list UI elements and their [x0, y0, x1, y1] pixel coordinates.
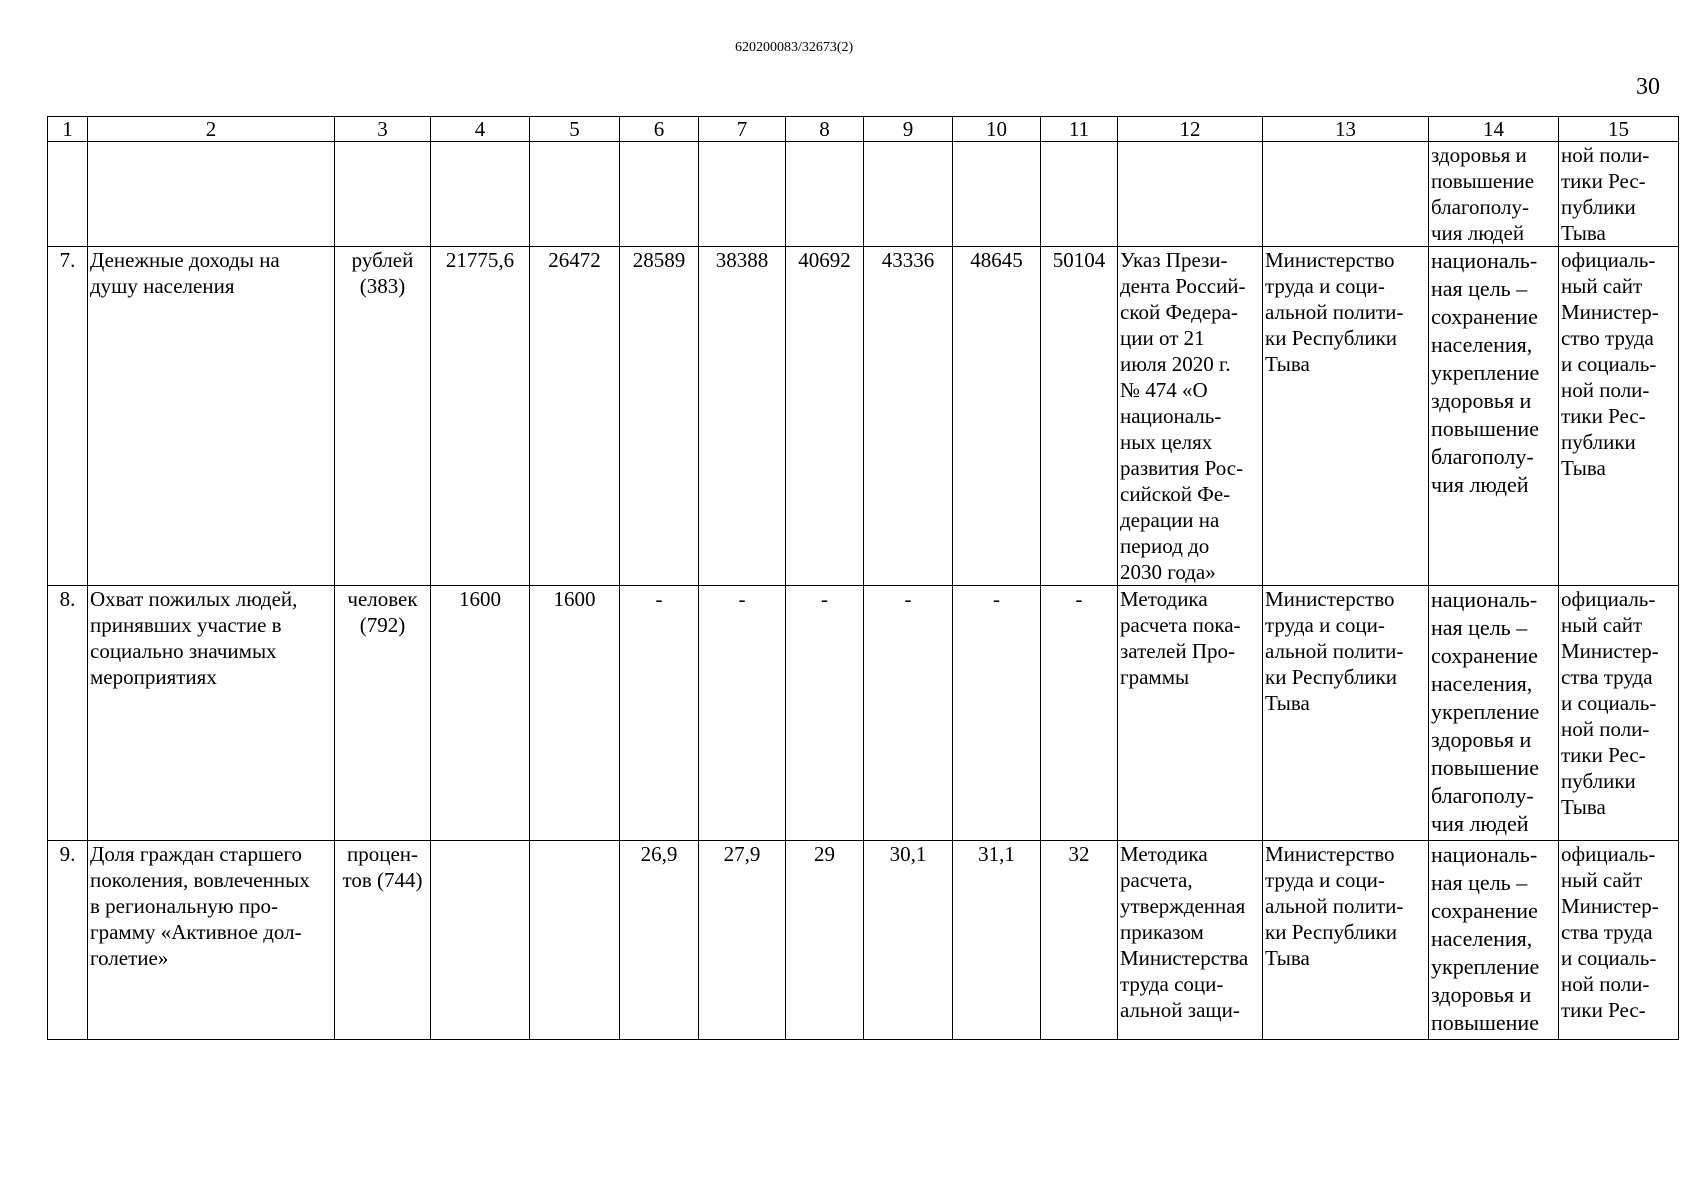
column-header: 10 [953, 117, 1041, 142]
row-number: 7. [48, 247, 88, 586]
value-cell: 32 [1041, 841, 1118, 1040]
document-id: 620200083/32673(2) [735, 40, 854, 55]
value-cell: 1600 [530, 586, 620, 841]
column-header: 7 [699, 117, 786, 142]
column-header: 12 [1118, 117, 1263, 142]
column-header: 13 [1263, 117, 1429, 142]
goal-cell: националь- ная цель – сохранение населения, укрепление здоровья и повышение благополу- чия людей [1429, 247, 1559, 586]
table-cell [620, 142, 699, 247]
value-cell: 27,9 [699, 841, 786, 1040]
source-cell: ной поли- тики Рес- публики Тыва [1559, 142, 1679, 247]
column-header: 15 [1559, 117, 1679, 142]
indicator-name: Охват пожилых людей, принявших участие в социально значимых мероприятиях [88, 586, 335, 841]
value-cell: - [953, 586, 1041, 841]
goal-cell: националь- ная цель – сохранение населения, укрепление здоровья и повышение благополу- чия людей [1429, 586, 1559, 841]
table-cell [699, 142, 786, 247]
goal-cell: националь- ная цель – сохранение населения, укрепление здоровья и повышение [1429, 841, 1559, 1040]
table-row [48, 247, 1679, 586]
column-header: 3 [335, 117, 431, 142]
value-cell: 48645 [953, 247, 1041, 586]
table-cell [88, 142, 335, 247]
column-header: 6 [620, 117, 699, 142]
value-cell: 26472 [530, 247, 620, 586]
value-cell [431, 841, 530, 1040]
table-cell [431, 142, 530, 247]
table-cell [786, 142, 864, 247]
value-cell: - [620, 586, 699, 841]
value-cell: 38388 [699, 247, 786, 586]
value-cell: - [699, 586, 786, 841]
source-cell: официаль- ный сайт Министер- ство труда и социаль- ной поли- тики Рес- публики Тыва [1559, 247, 1679, 586]
column-header: 5 [530, 117, 620, 142]
responsible-cell: Министерство труда и соци- альной полити- ки Республики Тыва [1263, 586, 1429, 841]
value-cell: 30,1 [864, 841, 953, 1040]
column-header: 4 [431, 117, 530, 142]
table-cell [953, 142, 1041, 247]
value-cell: 50104 [1041, 247, 1118, 586]
indicator-name: Денежные доходы на душу населения [88, 247, 335, 586]
value-cell: 1600 [431, 586, 530, 841]
table-cell [1263, 142, 1429, 247]
table-cell [1041, 142, 1118, 247]
value-cell: - [1041, 586, 1118, 841]
row-number: 8. [48, 586, 88, 841]
column-header: 11 [1041, 117, 1118, 142]
row-number: 9. [48, 841, 88, 1040]
indicator-name: Доля граждан старшего поколения, вовлеченных в региональную про- грамму «Активное дол- голетие» [88, 841, 335, 1040]
value-cell: 29 [786, 841, 864, 1040]
value-cell: 40692 [786, 247, 864, 586]
unit-cell: рублей (383) [335, 247, 431, 586]
column-header: 14 [1429, 117, 1559, 142]
table-cell [864, 142, 953, 247]
table-row [48, 841, 1679, 1040]
value-cell: 26,9 [620, 841, 699, 1040]
value-cell: 43336 [864, 247, 953, 586]
column-header: 8 [786, 117, 864, 142]
page-number: 30 [1636, 74, 1660, 100]
value-cell: 31,1 [953, 841, 1041, 1040]
column-number-row [48, 117, 1679, 142]
column-header: 2 [88, 117, 335, 142]
table-cell [1118, 142, 1263, 247]
unit-cell: процен- тов (744) [335, 841, 431, 1040]
continuation-row [48, 142, 1679, 247]
value-cell [530, 841, 620, 1040]
goal-cell: здоровья и повышение благополу- чия людей [1429, 142, 1559, 247]
indicators-table [47, 116, 1679, 1040]
value-cell: 21775,6 [431, 247, 530, 586]
source-cell: официаль- ный сайт Министер- ства труда и социаль- ной поли- тики Рес- публики Тыва [1559, 586, 1679, 841]
table-cell [530, 142, 620, 247]
column-header: 1 [48, 117, 88, 142]
source-cell: официаль- ный сайт Министер- ства труда и социаль- ной поли- тики Рес- [1559, 841, 1679, 1040]
basis-cell: Указ Прези- дента Россий- ской Федера- ции от 21 июля 2020 г. № 474 «О националь- ных целях развития Рос- сийской Фе- дерации на период до 2030 года» [1118, 247, 1263, 586]
table-cell [48, 142, 88, 247]
column-header: 9 [864, 117, 953, 142]
responsible-cell: Министерство труда и соци- альной полити- ки Республики Тыва [1263, 841, 1429, 1040]
basis-cell: Методика расчета, утвержденная приказом Министерства труда соци- альной защи- [1118, 841, 1263, 1040]
responsible-cell: Министерство труда и соци- альной полити- ки Республики Тыва [1263, 247, 1429, 586]
unit-cell: человек (792) [335, 586, 431, 841]
table-row [48, 586, 1679, 841]
basis-cell: Методика расчета пока- зателей Про- граммы [1118, 586, 1263, 841]
table-cell [335, 142, 431, 247]
value-cell: 28589 [620, 247, 699, 586]
value-cell: - [786, 586, 864, 841]
value-cell: - [864, 586, 953, 841]
